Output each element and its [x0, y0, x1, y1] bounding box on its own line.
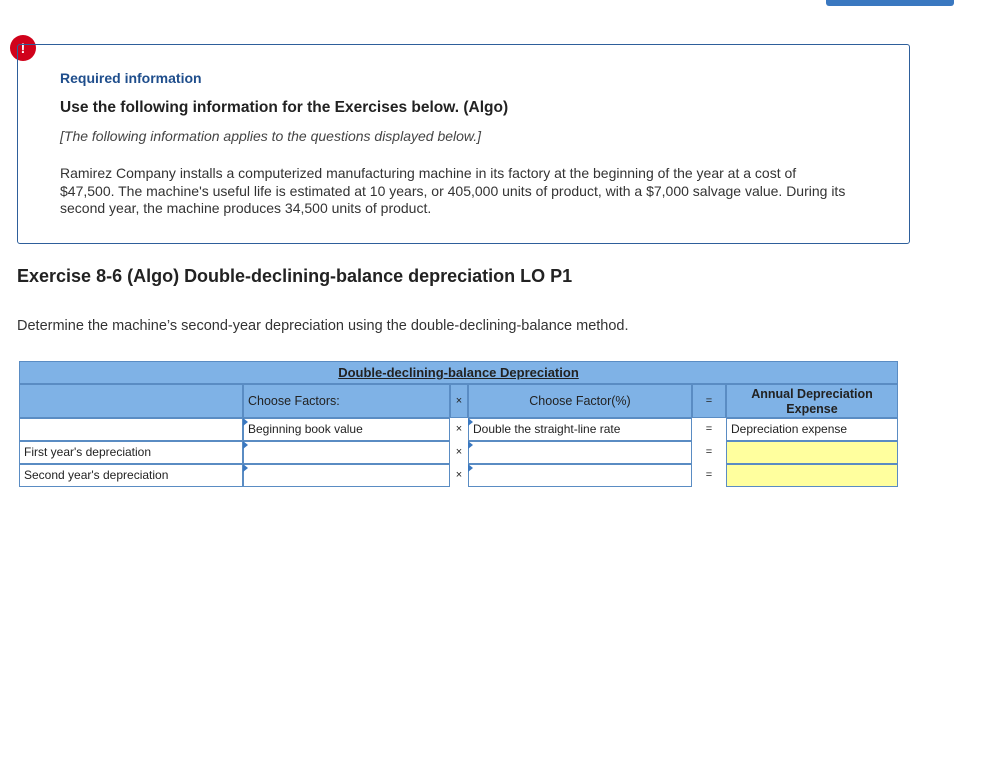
times-sign: × — [455, 469, 463, 481]
equals-sign: = — [705, 423, 713, 435]
factor-select-second-year[interactable] — [243, 464, 450, 487]
table-row-label — [19, 418, 243, 441]
exercise-title: Exercise 8-6 (Algo) Double-declining-balance depreciation LO P1 — [17, 266, 573, 286]
factor-pct-select-second-year[interactable] — [468, 464, 692, 487]
equals-sign: = — [705, 446, 713, 458]
dropdown-caret-icon — [243, 464, 248, 472]
header-choose-factor-pct: Choose Factor(%) — [468, 384, 692, 418]
header-annual-line1: Annual Depreciation — [751, 387, 873, 401]
header-annual-depreciation — [726, 384, 898, 418]
factor-pct-select-first-year[interactable] — [468, 441, 692, 464]
times-sign: × — [455, 446, 463, 458]
dropdown-caret-icon — [243, 441, 248, 449]
factor-select-first-year[interactable] — [243, 441, 450, 464]
header-equals-sign: = — [692, 384, 726, 418]
instructions-note: [The following information applies to the questions displayed below.] — [60, 128, 482, 144]
result-label-row0-text: Depreciation expense — [731, 422, 848, 436]
factor-pct-select-row0[interactable] — [468, 418, 692, 441]
header-annual-line2: Expense — [786, 402, 838, 416]
first-year-label: First year's depreciation — [24, 445, 152, 459]
header-label-cell — [19, 384, 243, 418]
header-choose-factors-label: Choose Factors: — [248, 394, 340, 408]
top-tab-indicator[interactable] — [826, 0, 954, 6]
factor-select-row0-value: Beginning book value — [248, 422, 363, 436]
required-information-title: Required information — [60, 70, 202, 86]
table-title: Double-declining-balance Depreciation — [19, 361, 898, 384]
alert-icon: ! — [10, 35, 36, 61]
second-year-label: Second year's depreciation — [24, 468, 169, 482]
exercise-instruction: Determine the machine’s second-year depreciation using the double-declining-balance method. — [17, 318, 629, 334]
factor-select-row0[interactable] — [243, 418, 450, 441]
dropdown-caret-icon — [468, 441, 473, 449]
times-sign: × — [455, 423, 463, 435]
first-year-expense-input[interactable] — [726, 441, 898, 464]
table-row-label — [19, 464, 243, 487]
scenario-text: Ramirez Company installs a computerized manufacturing machine in its factory at the beginning of the year at a cost of $47,500. The machine's useful life is estimated at 10 years, or 405,000 units of product, with a $7,000 salvage value. During its second year, the machine produces 34,500 units of product. — [60, 165, 846, 216]
result-label-row0 — [726, 418, 898, 441]
table-row-label — [19, 441, 243, 464]
dropdown-caret-icon — [468, 464, 473, 472]
instructions-heading: Use the following information for the Exercises below. (Algo) — [60, 99, 509, 116]
equals-sign: = — [705, 469, 713, 481]
header-times-sign: × — [450, 384, 468, 418]
factor-pct-select-row0-value: Double the straight-line rate — [473, 422, 621, 436]
second-year-expense-input[interactable] — [726, 464, 898, 487]
header-choose-factors — [243, 384, 450, 418]
